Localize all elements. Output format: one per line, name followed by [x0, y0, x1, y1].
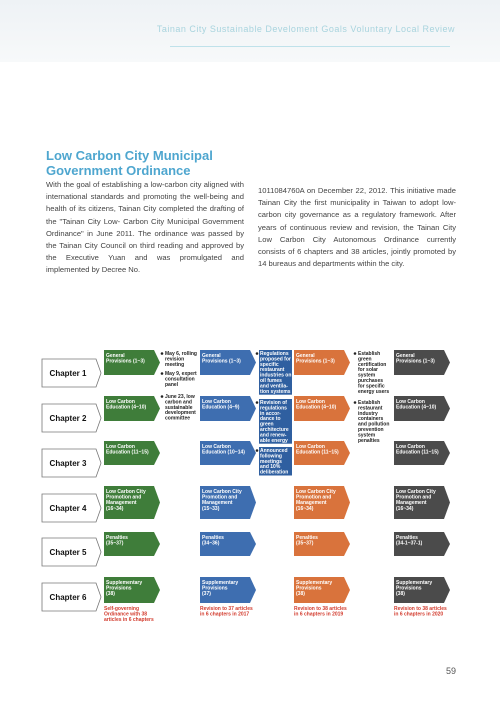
note-text: Announced following meetings and 10% deliberation: [260, 448, 289, 476]
article-block-label: General Provisions (1~3): [202, 353, 241, 365]
chapter-label: Chapter 6: [49, 593, 87, 602]
article-block-label: Low Carbon Education (4~9): [202, 399, 240, 411]
bullet-dot: [161, 352, 164, 355]
article-block-label: General Provisions (1~3): [396, 353, 435, 365]
article-block-label: Penalties (35~37): [296, 535, 318, 547]
article-block-label: Low Carbon Education (4~10): [106, 399, 147, 411]
article-block-label: Low Carbon Education (11~15): [296, 444, 339, 456]
article-block-label: Penalties (34~36): [202, 535, 224, 547]
chapter-label: Chapter 1: [49, 369, 87, 378]
body-paragraph-left: With the goal of establishing a low-carbon city aligned with international standards and promoting the well-being and health of its citizens, Tainan City completed the drafting of the "Tainan City Low- Carbon City Municipal Government Ordinance" in June 2011. The ordinance was passed by the Tainan City Council on third reading and approved by the Executive Yuan and was promulgated and implemented by Decree No.: [46, 180, 244, 275]
article-block-label: General Provisions (1~3): [296, 353, 335, 365]
bullet-dot: [161, 395, 164, 398]
bullet-dot: [354, 401, 357, 404]
article-block-label: Supplementary Provisions (38): [106, 580, 143, 598]
revision-caption: Revision to 38 articles in 6 chapters in 2019: [294, 606, 347, 618]
article-block-label: Low Carbon Education (4~10): [296, 399, 337, 411]
article-block-label: Penalties (35~37): [106, 535, 128, 547]
header-title: Tainan City Sustainable Develoment Goals Voluntary Local Review: [156, 24, 455, 34]
revision-caption: Revision to 37 articles in 6 chapters in 2017: [200, 606, 253, 618]
note-text: June 23, low carbon and sustainable development committee: [165, 394, 196, 422]
note-text: Establish restaurant industry containers and pollution prevention system penalties: [358, 400, 390, 444]
revision-caption: Self-governing Ordinance with 38 articles in 6 chapters: [104, 606, 154, 624]
article-block-label: General Provisions (1~3): [106, 353, 145, 365]
body-paragraph-right: 1011084760A on December 22, 2012. This initiative made Tainan City the first municipality in Taiwan to adopt low-carbon city governance as a regulatory framework. After years of continuous review and revision, the Tainan City Low Carbon City Autonomous Ordinance currently consists of 6 chapters and 38 articles, jointly promoted by 14 bureaus and departments within the city.: [258, 186, 456, 269]
article-block-label: Penalties (34-1~37-1): [396, 535, 423, 547]
article-block-label: Low Carbon Education (11~15): [396, 444, 439, 456]
note-text: May 9, expert consultation panel: [165, 371, 197, 388]
note-text: Establish green certification for solar system purchases for specific energy users: [358, 351, 390, 395]
bullet-dot: [161, 372, 164, 375]
chapter-label: Chapter 5: [49, 548, 87, 557]
article-block-label: Low Carbon City Promotion and Management (16~34): [106, 489, 146, 512]
article-block-label: Supplementary Provisions (38): [396, 580, 433, 598]
chapter-label: Chapter 4: [49, 504, 87, 513]
revision-caption: Revision to 38 articles in 6 chapters in 2020: [394, 606, 447, 618]
article-block-label: Low Carbon City Promotion and Management (15~33): [202, 489, 242, 512]
article-block-label: Low Carbon City Promotion and Management (16~34): [296, 489, 336, 512]
article-block-label: Supplementary Provisions (37): [202, 580, 239, 598]
bullet-dot: [256, 401, 259, 404]
page-number: 59: [445, 666, 456, 676]
bullet-dot: [256, 352, 259, 355]
chapter-label: Chapter 2: [49, 414, 87, 423]
article-block-label: Low Carbon City Promotion and Management (16~34): [396, 489, 436, 512]
article-block-label: Low Carbon Education (11~15): [106, 444, 149, 456]
bullet-dot: [354, 352, 357, 355]
chapter-label: Chapter 3: [49, 459, 87, 468]
note-text: May 6, rolling revision meeting: [165, 351, 197, 368]
article-block-label: Low Carbon Education (10~14): [202, 444, 245, 456]
note-text: Regulations proposed for specific restaurant industries on oil fumes and ventila-tion systems: [260, 351, 292, 395]
bullet-dot: [256, 449, 259, 452]
article-block-label: Supplementary Provisions (38): [296, 580, 333, 598]
note-text: Revision of regulations in accor-dance to green architecture and renew-able energy: [260, 400, 289, 444]
section-title: Low Carbon City Municipal Government Ordinance: [46, 148, 213, 178]
article-block-label: Low Carbon Education (4~10): [396, 399, 437, 411]
